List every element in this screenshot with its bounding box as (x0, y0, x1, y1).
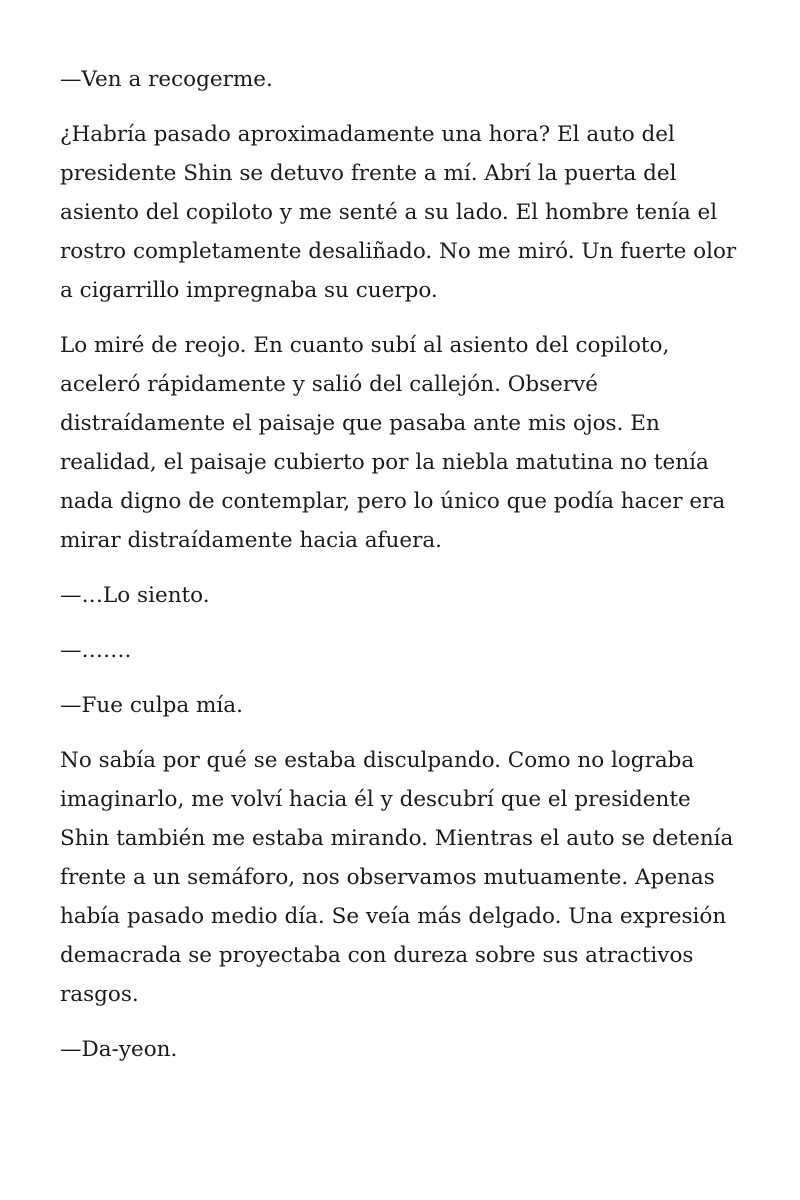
dialogue-line: —Ven a recogerme. (60, 67, 273, 92)
narrative-paragraph: No sabía por qué se estaba disculpando. Como no lograba imaginarlo, me volví hacia él y descubrí que el presidente Shin también me estaba mirando. Mientras el auto se detenía frente a un semáforo, nos observamos mutuamente. Apenas había pasado medio día. Se veía más delgado. Una expresión demacrada se proyectaba con dureza sobre sus atractivos rasgos. (60, 748, 734, 1007)
dialogue-line: —……. (60, 638, 132, 663)
dialogue-line: —Da-yeon. (60, 1037, 178, 1062)
narrative-paragraph: Lo miré de reojo. En cuanto subí al asiento del copiloto, aceleró rápidamente y salió del callejón. Observé distraídamente el paisaje que pasaba ante mis ojos. En realidad, el paisaje cubierto por la niebla matutina no tenía nada digno de contemplar, pero lo único que podía hacer era mirar distraídamente hacia afuera. (60, 333, 726, 553)
narrative-paragraph: ¿Habría pasado aproximadamente una hora? El auto del presidente Shin se detuvo frente a mí. Abrí la puerta del asiento del copiloto y me senté a su lado. El hombre tenía el rostro completamente desaliñado. No me miró. Un fuerte olor a cigarrillo impregnaba su cuerpo. (60, 122, 737, 303)
dialogue-line: —Fue culpa mía. (60, 693, 243, 718)
dialogue-line: —…Lo siento. (60, 583, 210, 608)
